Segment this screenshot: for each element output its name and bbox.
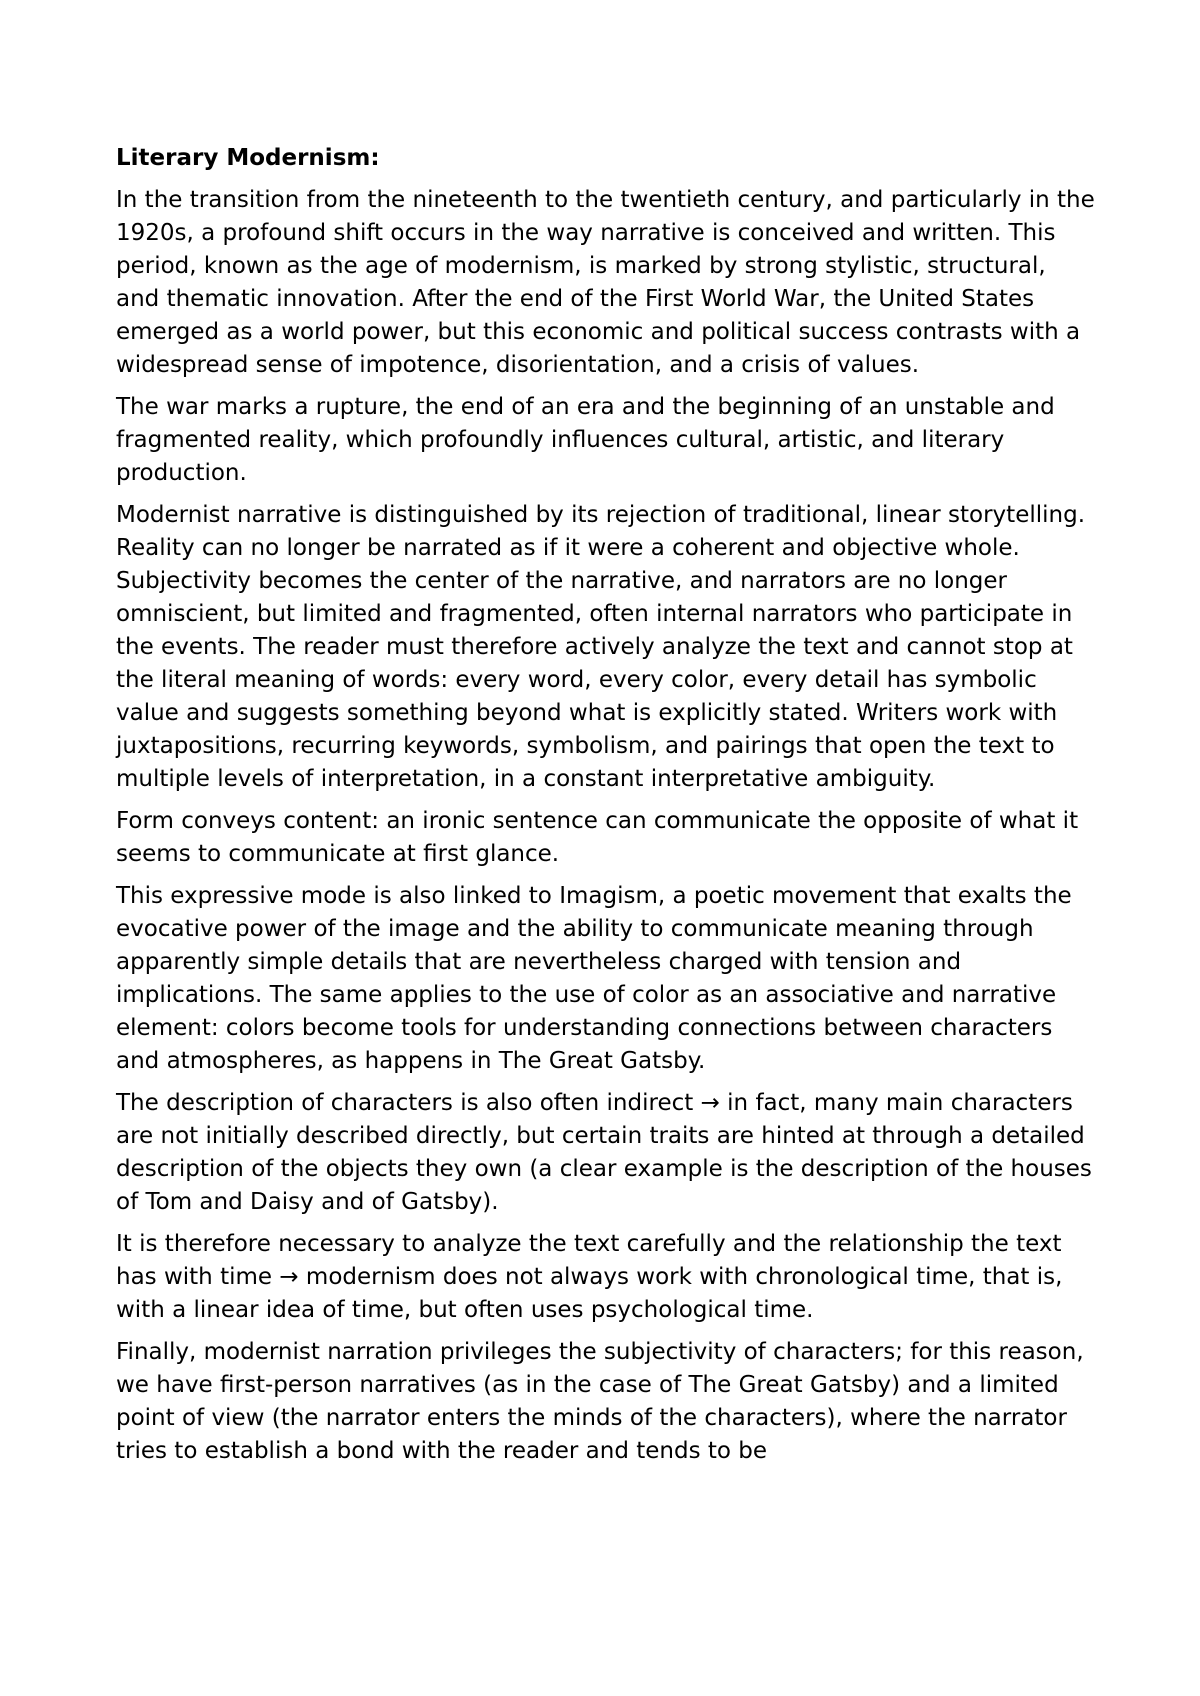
paragraph-transition-to-modernism: In the transition from the nineteenth to the twentieth century, and particularly in the 1920s, a profound shift occurs in the way narrative is conceived and written. This period, known as the age of modernism, is marked by strong stylistic, structural, and thematic innovation. After the end of the First World War, the United States emerged as a world power, but this economic and political success contrasts with a widespread sense of impotence, disorientation, and a crisis of values.	[116, 187, 1095, 378]
paragraph-subjectivity: Finally, modernist narration privileges the subjectivity of characters; for this reason, we have first-person narratives (as in the case of The Great Gatsby) and a limited point of view (the narrator enters the minds of the characters), where the narrator tries to establish a bond with the reader and tends to be	[116, 1339, 1084, 1464]
paragraph-imagism: This expressive mode is also linked to Imagism, a poetic movement that exalts the evocative power of the image and the ability to communicate meaning through apparently simple details that are nevertheless charged with tension and implications. The same applies to the use of color as an associative and narrative element: colors become tools for understanding connections between characters and atmospheres, as happens in The Great Gatsby.	[116, 883, 1072, 1074]
paragraph-modernist-narrative: Modernist narrative is distinguished by its rejection of traditional, linear storytelling. Reality can no longer be narrated as if it were a coherent and objective whole. Subjectivity becomes the center of the narrative, and narrators are no longer omniscient, but limited and fragmented, often internal narrators who participate in the events. The reader must therefore actively analyze the text and cannot stop at the literal meaning of words: every word, every color, every detail has symbolic value and suggests something beyond what is explicitly stated. Writers work with juxtapositions, recurring keywords, symbolism, and pairings that open the text to multiple levels of interpretation, in a constant interpretative ambiguity.	[116, 502, 1085, 792]
paragraph-form-conveys-content: Form conveys content: an ironic sentence can communicate the opposite of what it seems to communicate at first glance.	[116, 808, 1079, 867]
paragraph-time: It is therefore necessary to analyze the text carefully and the relationship the text has with time → modernism does not always work with chronological time, that is, with a linear idea of time, but often uses psychological time.	[116, 1231, 1063, 1323]
document-title: Literary Modernism:	[116, 145, 380, 171]
paragraph-war-rupture: The war marks a rupture, the end of an era and the beginning of an unstable and fragmented reality, which profoundly influences cultural, artistic, and literary production.	[116, 394, 1055, 486]
paragraph-character-description: The description of characters is also often indirect → in fact, many main characters are not initially described directly, but certain traits are hinted at through a detailed description of the objects they own (a clear example is the description of the houses of Tom and Daisy and of Gatsby).	[116, 1090, 1092, 1215]
document-body	[116, 142, 1096, 1477]
